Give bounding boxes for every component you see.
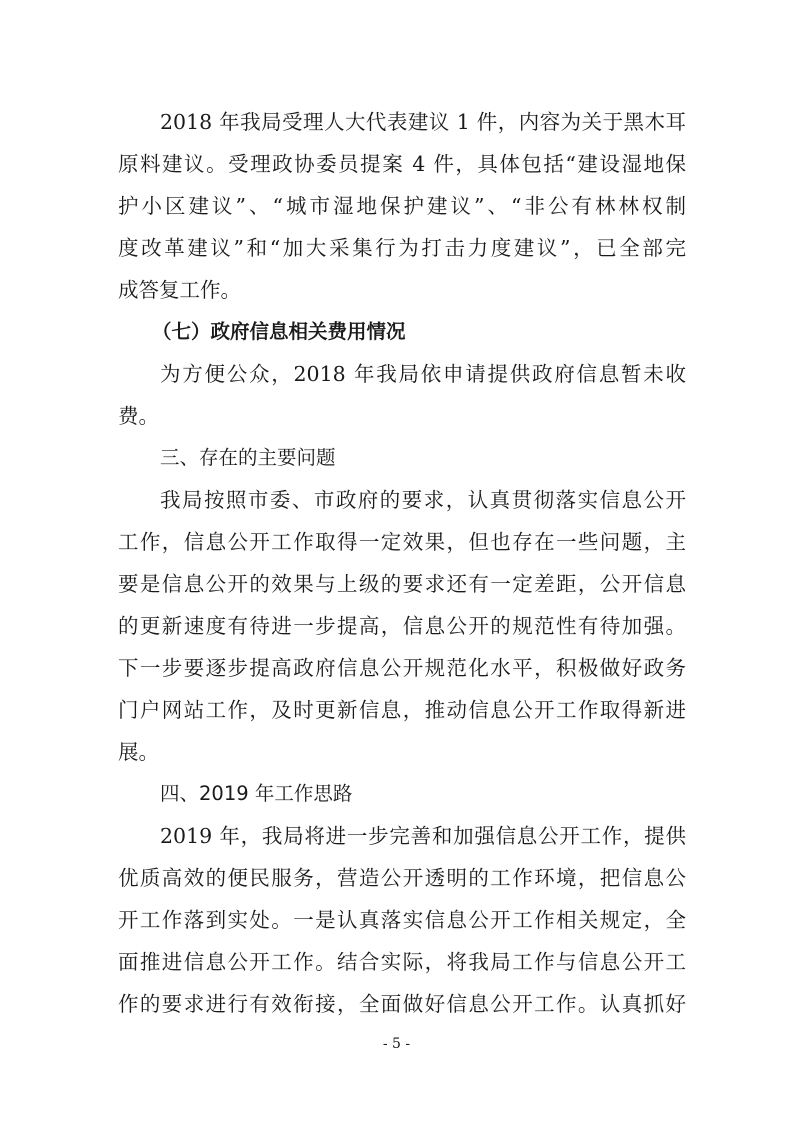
paragraph-line: 开工作落到实处。一是认真落实信息公开工作相关规定，全 [118, 908, 686, 932]
paragraph-line: 门户网站工作，及时更新信息，推动信息公开工作取得新进 [118, 698, 686, 722]
paragraph-line: 要是信息公开的效果与上级的要求还有一定差距，公开信息 [118, 572, 686, 596]
paragraph-line: 护小区建议”、“城市湿地保护建议”、“非公有林林权制 [118, 194, 686, 218]
paragraph-line: 费。 [118, 404, 159, 428]
paragraph-line: 原料建议。受理政协委员提案 4 件，具体包括“建设湿地保 [118, 152, 686, 176]
paragraph-line: 面推进信息公开工作。结合实际，将我局工作与信息公开工 [118, 950, 686, 974]
paragraph-line: 展。 [118, 740, 159, 764]
paragraph-line: 度改革建议”和“加大采集行为打击力度建议”，已全部完 [118, 236, 686, 260]
paragraph-line: 工作，信息公开工作取得一定效果，但也存在一些问题，主 [118, 530, 686, 554]
paragraph-line: 下一步要逐步提高政府信息公开规范化水平，积极做好政务 [118, 656, 686, 680]
paragraph-line: 成答复工作。 [118, 278, 241, 302]
paragraph-line: 2019 年，我局将进一步完善和加强信息公开工作，提供 [160, 824, 686, 848]
page-number: - 5 - [382, 1036, 411, 1052]
paragraph-line: 作的要求进行有效衔接，全面做好信息公开工作。认真抓好 [118, 992, 686, 1016]
section-heading: （七）政府信息相关费用情况 [152, 320, 406, 343]
section-heading: 四、2019 年工作思路 [160, 782, 353, 805]
paragraph-line: 的更新速度有待进一步提高，信息公开的规范性有待加强。 [118, 614, 686, 638]
section-heading: 三、存在的主要问题 [160, 446, 336, 469]
paragraph-line: 2018 年我局受理人大代表建议 1 件，内容为关于黑木耳 [160, 110, 686, 134]
paragraph-line: 我局按照市委、市政府的要求，认真贯彻落实信息公开 [160, 488, 686, 512]
paragraph-line: 优质高效的便民服务，营造公开透明的工作环境，把信息公 [118, 866, 686, 890]
paragraph-line: 为方便公众，2018 年我局依申请提供政府信息暂未收 [160, 362, 686, 386]
